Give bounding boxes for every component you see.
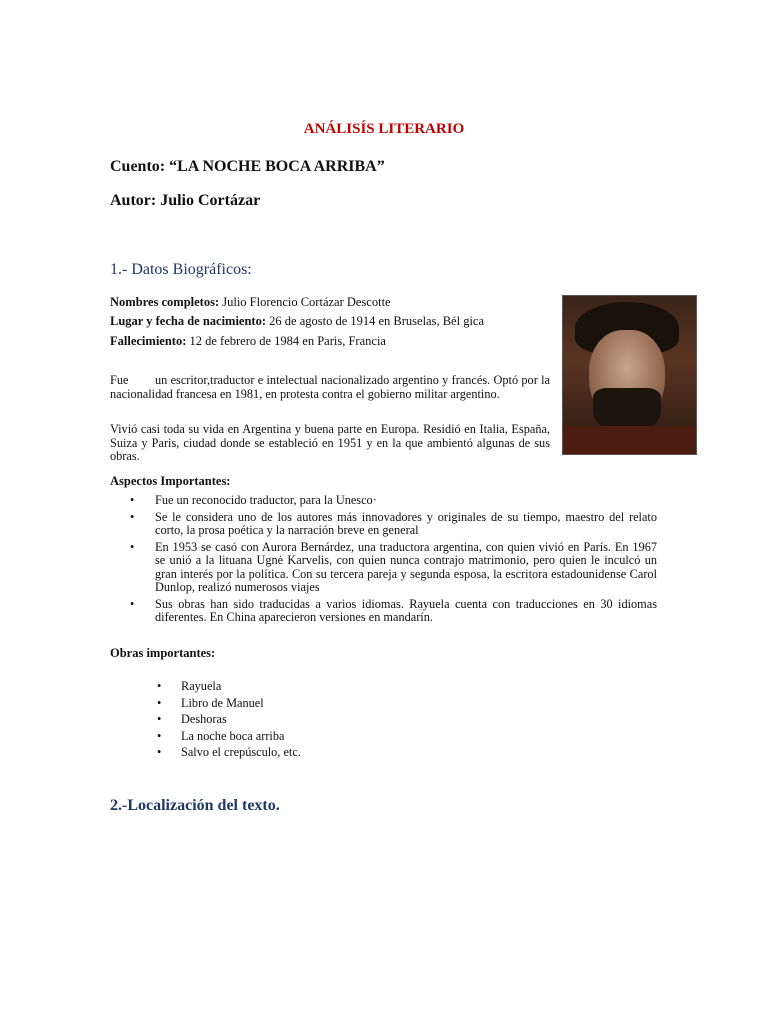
list-item: • Fue un reconocido traductor, para la Unesco· <box>130 493 377 507</box>
list-item: • Deshoras <box>157 712 227 726</box>
bullet-icon: • <box>157 695 162 710</box>
fallecimiento-line <box>110 334 386 349</box>
fallecimiento-value: 12 de febrero de 1984 en Paris, Francia <box>186 334 386 348</box>
bullet-icon: • <box>130 493 135 507</box>
cuento-heading: Cuento: “LA NOCHE BOCA ARRIBA” <box>110 158 385 175</box>
bio-paragraph-1: Fue un escritor,traductor e intelectual nacionalizado argentino y francés. Optó por la nacionalidad francesa en 1981, en protesta contra el gobierno militar argentino. <box>110 373 554 401</box>
bullet-icon: • <box>157 679 162 693</box>
lugar-label: Lugar y fecha de nacimiento: <box>110 314 267 328</box>
section2-heading: 2.-Localización del texto. <box>110 797 280 814</box>
bullet-icon: • <box>130 509 135 524</box>
list-item: • Se le considera uno de los autores más innovadores y originales de su tiempo, maestro del relato corto, la prosa poética y la narración breve en general <box>130 509 657 537</box>
nombres-line <box>110 295 391 310</box>
aspectos-heading: Aspectos Importantes: <box>110 474 231 488</box>
list-item: • Sus obras han sido traducidas a varios idiomas. Rayuela cuenta con traducciones en 30 idiomas diferentes. En China aparecieron versiones en mandarín. <box>130 596 657 624</box>
document-title: ANÁLISÍS LITERARIO <box>303 121 465 137</box>
list-item: • Rayuela <box>157 679 222 693</box>
list-item: • La noche boca arriba <box>157 728 285 743</box>
nombres-label: Nombres completos: <box>110 295 220 309</box>
list-item: • Libro de Manuel <box>157 695 264 710</box>
obras-list <box>157 678 301 761</box>
fallecimiento-label: Fallecimiento: <box>110 334 187 348</box>
obras-heading: Obras importantes: <box>110 646 216 660</box>
bullet-icon: • <box>157 728 162 743</box>
bullet-icon: • <box>130 539 135 554</box>
bullet-icon: • <box>157 745 162 759</box>
lugar-value: 26 de agosto de 1914 en Bruselas, Bél gica <box>266 314 485 328</box>
list-item: • En 1953 se casó con Aurora Bernárdez, una traductora argentina, con quien vivió en París. En 1967 se unió a la lituana Ugnė Karvelis, con quien nunca contrajo matrimonio, pero quien le inculcó un gran interés por la política. Con su tercera pareja y segunda esposa, la escritora estadounidense Carol Dunlop, realizó numerosos viajes <box>130 539 657 594</box>
bio-paragraph-2: Vivió casi toda su vida en Argentina y buena parte en Europa. Residió en Italia, España, Suiza y Paris, ciudad donde se estableció en 1951 y en la que ambientó algunas de sus obras. <box>110 422 550 463</box>
list-item: • Salvo el crepúsculo, etc. <box>157 745 301 759</box>
aspectos-list <box>130 494 657 628</box>
lugar-line <box>110 314 484 329</box>
autor-heading: Autor: Julio Cortázar <box>110 192 261 209</box>
bullet-icon: • <box>157 712 162 726</box>
author-portrait <box>562 295 697 455</box>
bullet-icon: • <box>130 596 135 611</box>
nombres-value: Julio Florencio Cortázar Descotte <box>219 295 391 309</box>
section1-heading: 1.- Datos Biográficos: <box>110 261 252 278</box>
